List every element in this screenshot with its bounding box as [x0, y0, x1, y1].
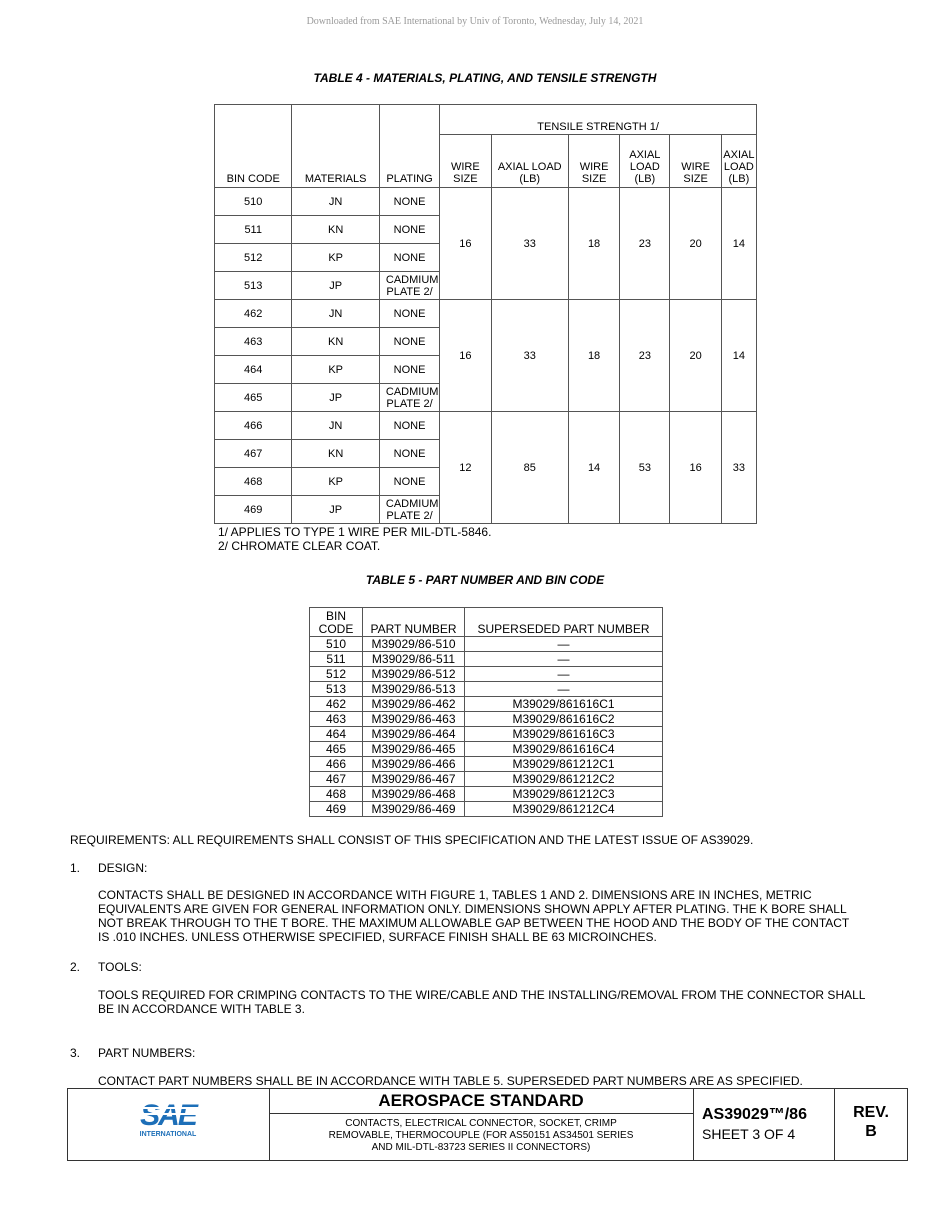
section-body: TOOLS REQUIRED FOR CRIMPING CONTACTS TO THE WIRE/CABLE AND THE INSTALLING/REMOVAL FROM THE CONNECTOR SHALL BE IN ACCORDANCE WITH TABLE 3. [98, 988, 866, 1016]
plating-cell: NONE [379, 188, 439, 216]
bin-code-cell: 511 [215, 216, 292, 244]
plating-cell: NONE [379, 412, 439, 440]
bin-code-cell: 512 [310, 667, 363, 682]
bin-code-cell: 513 [310, 682, 363, 697]
bin-code-cell: 467 [215, 440, 292, 468]
material-cell: KP [292, 356, 379, 384]
axial-load-cell: 33 [721, 412, 756, 524]
table4-note-1: 1/ APPLIES TO TYPE 1 WIRE PER MIL-DTL-5846. [218, 525, 492, 539]
doc-number-cell [694, 1089, 835, 1160]
bin-code-cell: 511 [310, 652, 363, 667]
superseded-cell: M39029/861616C4 [465, 742, 663, 757]
plating-cell: NONE [379, 244, 439, 272]
axial-load-cell: 14 [721, 188, 756, 300]
axial-load-cell: 53 [620, 412, 670, 524]
part-number-cell: M39029/86-469 [363, 802, 465, 817]
section-body: CONTACT PART NUMBERS SHALL BE IN ACCORDANCE WITH TABLE 5. SUPERSEDED PART NUMBERS ARE AS SPECIFIED. [98, 1074, 803, 1088]
material-cell: KN [292, 440, 379, 468]
header-wire-size: WIRE SIZE [440, 135, 491, 188]
bin-code-cell: 468 [310, 787, 363, 802]
material-cell: KN [292, 216, 379, 244]
bin-code-cell: 463 [215, 328, 292, 356]
material-cell: JN [292, 188, 379, 216]
superseded-cell: — [465, 637, 663, 652]
header-materials: MATERIALS [292, 105, 379, 188]
material-cell: JN [292, 412, 379, 440]
table-row [310, 802, 663, 817]
axial-load-cell: 33 [491, 300, 568, 412]
header-superseded: SUPERSEDED PART NUMBER [465, 608, 663, 637]
material-cell: JP [292, 496, 379, 524]
table4-note-2: 2/ CHROMATE CLEAR COAT. [218, 539, 381, 553]
bin-code-cell: 469 [310, 802, 363, 817]
table-row [310, 772, 663, 787]
header-plating: PLATING [379, 105, 439, 188]
part-number-cell: M39029/86-512 [363, 667, 465, 682]
standard-type: AEROSPACE STANDARD [269, 1089, 693, 1114]
table-row [215, 188, 757, 216]
material-cell: KP [292, 244, 379, 272]
axial-load-cell: 23 [620, 188, 670, 300]
header-bin-code: BIN CODE [215, 105, 292, 188]
table-row [310, 682, 663, 697]
table-row [310, 667, 663, 682]
revision-letter: B [865, 1123, 877, 1140]
header-axial-load: AXIAL LOAD (LB) [491, 135, 568, 188]
superseded-cell: — [465, 667, 663, 682]
plating-cell: NONE [379, 468, 439, 496]
header-bin-code: BIN CODE [310, 608, 363, 637]
plating-cell: NONE [379, 216, 439, 244]
table-row [310, 742, 663, 757]
superseded-cell: — [465, 682, 663, 697]
table-row [310, 757, 663, 772]
material-cell: JP [292, 272, 379, 300]
material-cell: KN [292, 328, 379, 356]
plating-cell: CADMIUM PLATE 2/ [379, 384, 439, 412]
plating-cell: NONE [379, 356, 439, 384]
superseded-cell: — [465, 652, 663, 667]
part-number-cell: M39029/86-510 [363, 637, 465, 652]
part-number-cell: M39029/86-466 [363, 757, 465, 772]
bin-code-cell: 468 [215, 468, 292, 496]
header-part-number: PART NUMBER [363, 608, 465, 637]
axial-load-cell: 85 [491, 412, 568, 524]
bin-code-cell: 466 [215, 412, 292, 440]
table-row [310, 727, 663, 742]
header-axial-load: AXIAL LOAD (LB) [620, 135, 670, 188]
plating-cell: CADMIUM PLATE 2/ [379, 496, 439, 524]
wire-size-cell: 18 [568, 300, 619, 412]
bin-code-cell: 513 [215, 272, 292, 300]
bin-code-cell: 464 [310, 727, 363, 742]
wire-size-cell: 18 [568, 188, 619, 300]
section-title: PART NUMBERS: [98, 1046, 196, 1060]
plating-cell: CADMIUM PLATE 2/ [379, 272, 439, 300]
sae-logo-subtitle: INTERNATIONAL [139, 1131, 197, 1138]
superseded-cell: M39029/861212C2 [465, 772, 663, 787]
table-row [310, 712, 663, 727]
materials-table [214, 104, 757, 524]
superseded-cell: M39029/861212C3 [465, 787, 663, 802]
superseded-cell: M39029/861212C1 [465, 757, 663, 772]
table4-caption: TABLE 4 - MATERIALS, PLATING, AND TENSILE STRENGTH [313, 71, 657, 85]
sae-logo-mark: SAE [140, 1099, 196, 1132]
table-row [310, 697, 663, 712]
document-number: AS39029™/86 [702, 1106, 807, 1123]
part-number-cell: M39029/86-513 [363, 682, 465, 697]
table-row [310, 652, 663, 667]
bin-code-cell: 465 [310, 742, 363, 757]
material-cell: KP [292, 468, 379, 496]
material-cell: JN [292, 300, 379, 328]
bin-code-cell: 465 [215, 384, 292, 412]
superseded-cell: M39029/861212C4 [465, 802, 663, 817]
wire-size-cell: 12 [440, 412, 491, 524]
header-tensile-strength: TENSILE STRENGTH 1/ [440, 105, 757, 135]
plating-cell: NONE [379, 328, 439, 356]
sheet-number: SHEET 3 OF 4 [702, 1126, 796, 1142]
section-body: CONTACTS SHALL BE DESIGNED IN ACCORDANCE WITH FIGURE 1, TABLES 1 AND 2. DIMENSIONS ARE IN INCHES, METRIC EQUIVALENTS ARE GIVEN FOR GENERAL INFORMATION ONLY. DIMENSIONS SHOWN APPLY AFTER PLATING. THE K BORE SHALL NOT BREAK THROUGH TO THE T BORE. THE MAXIMUM ALLOWABLE GAP BETWEEN THE HOOD AND THE BODY OF THE CONTACT IS .010 INCHES. UNLESS OTHERWISE SPECIFIED, SURFACE FINISH SHALL BE 63 MICROINCHES. [98, 888, 850, 944]
bin-code-cell: 510 [215, 188, 292, 216]
description-cell [269, 1089, 694, 1160]
bin-code-cell: 512 [215, 244, 292, 272]
table4-body [215, 188, 757, 524]
table-row [215, 412, 757, 440]
axial-load-cell: 23 [620, 300, 670, 412]
title-block [67, 1088, 908, 1161]
sae-logo [68, 1089, 269, 1160]
table-row [310, 787, 663, 802]
header-wire-size: WIRE SIZE [568, 135, 619, 188]
table-row [215, 300, 757, 328]
wire-size-cell: 16 [440, 300, 491, 412]
wire-size-cell: 20 [670, 188, 721, 300]
bin-code-cell: 463 [310, 712, 363, 727]
part-number-cell: M39029/86-462 [363, 697, 465, 712]
part-number-cell: M39029/86-467 [363, 772, 465, 787]
header-wire-size: WIRE SIZE [670, 135, 721, 188]
part-number-cell: M39029/86-468 [363, 787, 465, 802]
wire-size-cell: 14 [568, 412, 619, 524]
part-number-cell: M39029/86-464 [363, 727, 465, 742]
axial-load-cell: 14 [721, 300, 756, 412]
bin-code-cell: 469 [215, 496, 292, 524]
part-number-cell: M39029/86-463 [363, 712, 465, 727]
plating-cell: NONE [379, 300, 439, 328]
header-axial-load: AXIAL LOAD (LB) [721, 135, 756, 188]
bin-code-cell: 464 [215, 356, 292, 384]
download-watermark: Downloaded from SAE International by Univ of Toronto, Wednesday, July 14, 2021 [306, 16, 644, 27]
bin-code-cell: 462 [215, 300, 292, 328]
revision-cell [835, 1089, 907, 1160]
wire-size-cell: 16 [670, 412, 721, 524]
material-cell: JP [292, 384, 379, 412]
requirements-statement: REQUIREMENTS: ALL REQUIREMENTS SHALL CONSIST OF THIS SPECIFICATION AND THE LATEST ISSUE OF AS39029. [70, 833, 754, 847]
wire-size-cell: 16 [440, 188, 491, 300]
bin-code-cell: 510 [310, 637, 363, 652]
superseded-cell: M39029/861616C1 [465, 697, 663, 712]
document-description: CONTACTS, ELECTRICAL CONNECTOR, SOCKET, CRIMP REMOVABLE, THERMOCOUPLE (FOR AS50151 AS34501 SERIES AND MIL-DTL-83723 SERIES II CONNECTORS) [328, 1118, 634, 1153]
part-number-table [309, 607, 663, 817]
superseded-cell: M39029/861616C2 [465, 712, 663, 727]
section-number: 2. [70, 960, 81, 974]
section-title: TOOLS: [98, 960, 142, 974]
part-number-cell: M39029/86-511 [363, 652, 465, 667]
section-title: DESIGN: [98, 861, 148, 875]
part-number-cell: M39029/86-465 [363, 742, 465, 757]
bin-code-cell: 466 [310, 757, 363, 772]
bin-code-cell: 462 [310, 697, 363, 712]
bin-code-cell: 467 [310, 772, 363, 787]
axial-load-cell: 33 [491, 188, 568, 300]
table5-caption: TABLE 5 - PART NUMBER AND BIN CODE [365, 573, 605, 587]
table-row [310, 637, 663, 652]
superseded-cell: M39029/861616C3 [465, 727, 663, 742]
section-number: 3. [70, 1046, 81, 1060]
revision-label: REV. [853, 1104, 889, 1121]
logo-cell [68, 1089, 270, 1160]
section-number: 1. [70, 861, 81, 875]
wire-size-cell: 20 [670, 300, 721, 412]
plating-cell: NONE [379, 440, 439, 468]
